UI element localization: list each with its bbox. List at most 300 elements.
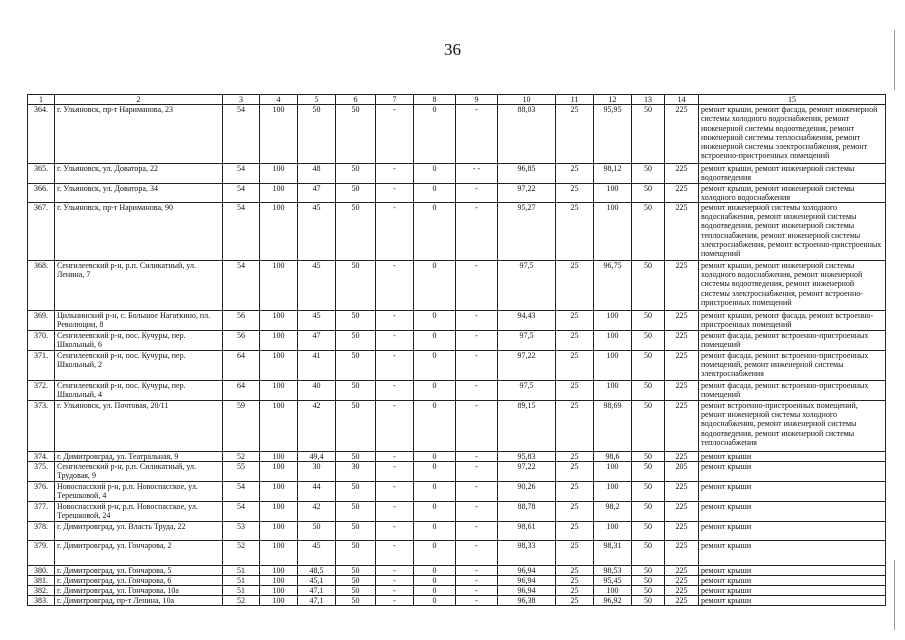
column-header: 10 [498,95,556,105]
cell-col10: 96,94 [498,586,556,596]
address: г. Димитровград, ул. Театральная, 9 [55,452,223,462]
cell-col12: 96,92 [594,596,632,606]
row-number: 375. [28,462,55,481]
cell-col3: 55 [223,462,260,481]
column-header: 1 [28,95,55,105]
cell-col6: 50 [336,575,376,585]
cell-col5: 44 [298,481,336,501]
cell-col6: 50 [336,351,376,381]
cell-col8: 0 [414,311,456,331]
repair-works: ремонт крыши [699,462,886,481]
cell-col8: 0 [414,586,456,596]
cell-col6: 50 [336,540,376,565]
cell-col9: - [456,183,498,202]
cell-col4: 100 [260,311,298,331]
address: Цильнинский р-н, с. Большое Нагаткино, пл. Революции, 8 [55,311,223,331]
address: г. Димитровград, ул. Гончарова, 5 [55,565,223,575]
table-row [28,381,886,401]
repair-works: ремонт встроенно-пристроенных помещений, ремонт инженерной системы холодного водоснабжения, ремонт инженерной системы водоотведения, ремонт инженерной системы теплоснабжения [699,401,886,452]
cell-col12: 96,75 [594,261,632,311]
table-row [28,183,886,202]
repair-works: ремонт крыши [699,501,886,521]
cell-col7: - [376,462,414,481]
repair-works: ремонт крыши, ремонт фасада, ремонт инженерной системы холодного водоснабжения, ремонт инженерной системы водоотведения, ремонт инженерной системы теплоснабжения, ремонт инженерной системы электроснабжения, ремонт встроенно-пристроенных помещений [699,105,886,164]
cell-col11: 25 [556,575,594,585]
cell-col9: - [456,452,498,462]
repair-works: ремонт крыши [699,452,886,462]
cell-col13: 50 [632,381,665,401]
cell-col14: 225 [665,596,699,606]
table-row [28,452,886,462]
table-row [28,401,886,452]
cell-col8: 0 [414,261,456,311]
cell-col5: 47,1 [298,586,336,596]
cell-col10: 89,15 [498,401,556,452]
cell-col9: - [456,261,498,311]
table-row [28,351,886,381]
row-number: 373. [28,401,55,452]
cell-col8: 0 [414,481,456,501]
cell-col14: 225 [665,501,699,521]
cell-col5: 45 [298,540,336,565]
row-number: 377. [28,501,55,521]
column-header: 6 [336,95,376,105]
address: г. Димитровград, ул. Власть Труда, 22 [55,521,223,540]
cell-col5: 47 [298,183,336,202]
cell-col14: 225 [665,203,699,261]
cell-col10: 94,43 [498,311,556,331]
column-header: 2 [55,95,223,105]
cell-col12: 98,31 [594,540,632,565]
cell-col3: 54 [223,164,260,183]
row-number: 370. [28,331,55,351]
cell-col12: 100 [594,521,632,540]
cell-col13: 50 [632,164,665,183]
table-row [28,331,886,351]
cell-col8: 0 [414,351,456,381]
cell-col13: 50 [632,401,665,452]
column-header: 5 [298,95,336,105]
cell-col7: - [376,521,414,540]
cell-col4: 100 [260,203,298,261]
cell-col11: 25 [556,462,594,481]
page-number: 36 [444,40,461,59]
cell-col8: 0 [414,575,456,585]
cell-col10: 96,85 [498,164,556,183]
cell-col6: 50 [336,311,376,331]
column-number-row [28,95,886,105]
cell-col14: 225 [665,401,699,452]
table-row [28,462,886,481]
cell-col9: - - [456,164,498,183]
table-row [28,203,886,261]
cell-col4: 100 [260,481,298,501]
cell-col10: 98,33 [498,540,556,565]
cell-col3: 59 [223,401,260,452]
address: Сенгилеевский р-н, пос. Кучуры, пер. Школьный, 4 [55,381,223,401]
cell-col7: - [376,501,414,521]
cell-col12: 95,95 [594,105,632,164]
cell-col11: 25 [556,164,594,183]
cell-col12: 98,69 [594,401,632,452]
cell-col12: 100 [594,311,632,331]
address: г. Димитровград, ул. Гончарова, 10а [55,586,223,596]
cell-col12: 98,6 [594,452,632,462]
cell-col6: 50 [336,452,376,462]
cell-col12: 98,53 [594,565,632,575]
cell-col9: - [456,401,498,452]
cell-col10: 95,27 [498,203,556,261]
cell-col5: 48,5 [298,565,336,575]
cell-col10: 98,61 [498,521,556,540]
cell-col8: 0 [414,203,456,261]
cell-col9: - [456,203,498,261]
column-header: 15 [699,95,886,105]
cell-col9: - [456,331,498,351]
cell-col9: - [456,586,498,596]
cell-col12: 100 [594,462,632,481]
cell-col9: - [456,311,498,331]
cell-col9: - [456,521,498,540]
cell-col14: 225 [665,183,699,202]
cell-col5: 47 [298,331,336,351]
cell-col4: 100 [260,452,298,462]
cell-col7: - [376,183,414,202]
cell-col12: 95,45 [594,575,632,585]
cell-col13: 50 [632,105,665,164]
cell-col14: 225 [665,575,699,585]
cell-col9: - [456,351,498,381]
cell-col7: - [376,331,414,351]
cell-col11: 25 [556,311,594,331]
repair-works: ремонт фасада, ремонт встроенно-пристроенных помещений [699,381,886,401]
cell-col11: 25 [556,381,594,401]
cell-col10: 88,03 [498,105,556,164]
cell-col3: 51 [223,586,260,596]
cell-col6: 50 [336,261,376,311]
cell-col10: 97,5 [498,381,556,401]
table-row [28,586,886,596]
cell-col10: 96,38 [498,596,556,606]
row-number: 374. [28,452,55,462]
column-header: 13 [632,95,665,105]
cell-col6: 50 [336,565,376,575]
cell-col11: 25 [556,203,594,261]
cell-col5: 45,1 [298,575,336,585]
cell-col11: 25 [556,481,594,501]
cell-col6: 50 [336,521,376,540]
cell-col4: 100 [260,381,298,401]
cell-col7: - [376,452,414,462]
cell-col3: 53 [223,521,260,540]
repair-works: ремонт крыши [699,575,886,585]
cell-col14: 225 [665,452,699,462]
cell-col10: 97,5 [498,261,556,311]
cell-col13: 50 [632,586,665,596]
cell-col7: - [376,381,414,401]
repair-works: ремонт крыши [699,586,886,596]
table-row [28,164,886,183]
edge-mark-top [894,30,895,90]
cell-col4: 100 [260,183,298,202]
cell-col13: 50 [632,565,665,575]
cell-col10: 88,78 [498,501,556,521]
cell-col4: 100 [260,164,298,183]
cell-col8: 0 [414,105,456,164]
cell-col3: 54 [223,261,260,311]
cell-col3: 56 [223,311,260,331]
cell-col9: - [456,481,498,501]
cell-col4: 100 [260,261,298,311]
cell-col5: 49,4 [298,452,336,462]
cell-col9: - [456,105,498,164]
address: г. Ульяновск, ул. Доватора, 22 [55,164,223,183]
address: г. Димитровград, ул. Гончарова, 2 [55,540,223,565]
cell-col6: 50 [336,481,376,501]
cell-col4: 100 [260,521,298,540]
cell-col3: 51 [223,565,260,575]
column-header: 3 [223,95,260,105]
cell-col8: 0 [414,401,456,452]
repair-works: ремонт крыши, ремонт инженерной системы водоотведения [699,164,886,183]
cell-col13: 50 [632,462,665,481]
cell-col12: 100 [594,203,632,261]
cell-col13: 50 [632,481,665,501]
address: Сенгилеевский р-н, пос. Кучуры, пер. Школьный, 2 [55,351,223,381]
cell-col11: 25 [556,452,594,462]
cell-col8: 0 [414,596,456,606]
cell-col8: 0 [414,183,456,202]
cell-col13: 50 [632,575,665,585]
cell-col8: 0 [414,540,456,565]
cell-col11: 25 [556,105,594,164]
cell-col11: 25 [556,351,594,381]
cell-col14: 225 [665,311,699,331]
cell-col7: - [376,596,414,606]
cell-col9: - [456,596,498,606]
cell-col6: 50 [336,381,376,401]
row-number: 366. [28,183,55,202]
cell-col5: 41 [298,351,336,381]
address: Сенгилеевский р-н, пос. Кучуры, пер. Школьный, 6 [55,331,223,351]
cell-col14: 225 [665,481,699,501]
cell-col4: 100 [260,462,298,481]
cell-col9: - [456,462,498,481]
cell-col12: 100 [594,586,632,596]
cell-col6: 50 [336,331,376,351]
cell-col11: 25 [556,521,594,540]
cell-col7: - [376,261,414,311]
cell-col6: 50 [336,183,376,202]
cell-col14: 225 [665,586,699,596]
cell-col5: 45 [298,261,336,311]
repair-program-table-container [27,94,885,606]
repair-program-table [27,94,886,606]
table-row [28,501,886,521]
cell-col14: 225 [665,351,699,381]
table-row [28,575,886,585]
cell-col5: 45 [298,311,336,331]
cell-col4: 100 [260,586,298,596]
table-row [28,540,886,565]
row-number: 372. [28,381,55,401]
cell-col13: 50 [632,183,665,202]
address: г. Ульяновск, пр-т Нариманова, 23 [55,105,223,164]
cell-col10: 97,22 [498,462,556,481]
cell-col13: 50 [632,331,665,351]
cell-col13: 50 [632,311,665,331]
row-number: 381. [28,575,55,585]
column-header: 8 [414,95,456,105]
cell-col4: 100 [260,596,298,606]
column-header: 9 [456,95,498,105]
table-row [28,311,886,331]
cell-col14: 205 [665,462,699,481]
cell-col12: 100 [594,183,632,202]
cell-col7: - [376,164,414,183]
table-row [28,105,886,164]
cell-col5: 48 [298,164,336,183]
cell-col3: 52 [223,452,260,462]
cell-col11: 25 [556,501,594,521]
cell-col5: 40 [298,381,336,401]
cell-col12: 98,12 [594,164,632,183]
cell-col3: 56 [223,331,260,351]
cell-col14: 225 [665,381,699,401]
cell-col6: 50 [336,164,376,183]
cell-col4: 100 [260,351,298,381]
cell-col9: - [456,565,498,575]
address: г. Димитровград, ул. Гончарова, 6 [55,575,223,585]
address: г. Ульяновск, ул. Доватора, 34 [55,183,223,202]
cell-col3: 64 [223,381,260,401]
cell-col3: 54 [223,481,260,501]
address: Новоспасский р-н, р.п. Новоспасское, ул. Терешковой, 4 [55,481,223,501]
row-number: 371. [28,351,55,381]
row-number: 376. [28,481,55,501]
address: Новоспасский р-н, р.п. Новоспасское, ул. Терешковой, 24 [55,501,223,521]
cell-col6: 50 [336,401,376,452]
cell-col11: 25 [556,586,594,596]
row-number: 382. [28,586,55,596]
address: Сенгилеевский р-н, р.п. Силикатный, ул. Трудовая, 9 [55,462,223,481]
cell-col5: 50 [298,521,336,540]
repair-works: ремонт крыши [699,565,886,575]
row-number: 367. [28,203,55,261]
address: г. Ульяновск, пр-т Нариманова, 90 [55,203,223,261]
cell-col10: 97,22 [498,183,556,202]
table-row [28,596,886,606]
cell-col3: 54 [223,501,260,521]
cell-col14: 225 [665,261,699,311]
row-number: 378. [28,521,55,540]
cell-col6: 50 [336,501,376,521]
cell-col6: 30 [336,462,376,481]
cell-col8: 0 [414,462,456,481]
cell-col8: 0 [414,331,456,351]
cell-col9: - [456,501,498,521]
repair-works: ремонт крыши [699,521,886,540]
edge-mark-bottom [894,560,895,630]
cell-col5: 42 [298,501,336,521]
cell-col7: - [376,586,414,596]
cell-col6: 50 [336,203,376,261]
cell-col12: 100 [594,381,632,401]
repair-works: ремонт крыши [699,596,886,606]
cell-col10: 96,94 [498,565,556,575]
cell-col5: 30 [298,462,336,481]
row-number: 380. [28,565,55,575]
cell-col11: 25 [556,183,594,202]
column-header: 11 [556,95,594,105]
cell-col11: 25 [556,331,594,351]
cell-col3: 54 [223,183,260,202]
cell-col3: 54 [223,105,260,164]
table-row [28,261,886,311]
cell-col4: 100 [260,105,298,164]
cell-col4: 100 [260,331,298,351]
cell-col10: 97,22 [498,351,556,381]
repair-works: ремонт крыши [699,540,886,565]
cell-col9: - [456,575,498,585]
cell-col12: 98,2 [594,501,632,521]
repair-works: ремонт крыши, ремонт фасада, ремонт встроенно-пристроенных помещений [699,311,886,331]
cell-col13: 50 [632,501,665,521]
column-header: 4 [260,95,298,105]
cell-col14: 225 [665,164,699,183]
cell-col7: - [376,401,414,452]
cell-col5: 47,1 [298,596,336,606]
cell-col8: 0 [414,565,456,575]
address: Сенгилеевский р-н, р.п. Силикатный, ул. Ленина, 7 [55,261,223,311]
cell-col3: 52 [223,596,260,606]
cell-col14: 225 [665,565,699,575]
cell-col5: 42 [298,401,336,452]
cell-col10: 90,26 [498,481,556,501]
cell-col4: 100 [260,540,298,565]
table-body [28,105,886,606]
cell-col11: 25 [556,565,594,575]
column-header: 7 [376,95,414,105]
address: г. Ульяновск, ул. Почтовая, 20/11 [55,401,223,452]
cell-col13: 50 [632,452,665,462]
column-header: 12 [594,95,632,105]
cell-col13: 50 [632,596,665,606]
address: г. Димитровград, пр-т Ленина, 10а [55,596,223,606]
cell-col3: 54 [223,203,260,261]
cell-col7: - [376,203,414,261]
cell-col3: 64 [223,351,260,381]
table-row [28,481,886,501]
cell-col10: 96,94 [498,575,556,585]
cell-col11: 25 [556,596,594,606]
cell-col5: 45 [298,203,336,261]
cell-col6: 50 [336,596,376,606]
repair-works: ремонт крыши, ремонт инженерной системы холодного водоснабжения, ремонт инженерной системы водоотведения, ремонт инженерной системы электроснабжения, ремонт встроенно-пристроенных помещений [699,261,886,311]
column-header: 14 [665,95,699,105]
cell-col8: 0 [414,452,456,462]
cell-col10: 97,5 [498,331,556,351]
cell-col4: 100 [260,501,298,521]
repair-works: ремонт крыши, ремонт инженерной системы холодного водоснабжения [699,183,886,202]
cell-col4: 100 [260,401,298,452]
cell-col9: - [456,540,498,565]
cell-col7: - [376,575,414,585]
row-number: 365. [28,164,55,183]
table-row [28,565,886,575]
cell-col5: 50 [298,105,336,164]
repair-works: ремонт фасада, ремонт встроенно-пристроенных помещений [699,331,886,351]
